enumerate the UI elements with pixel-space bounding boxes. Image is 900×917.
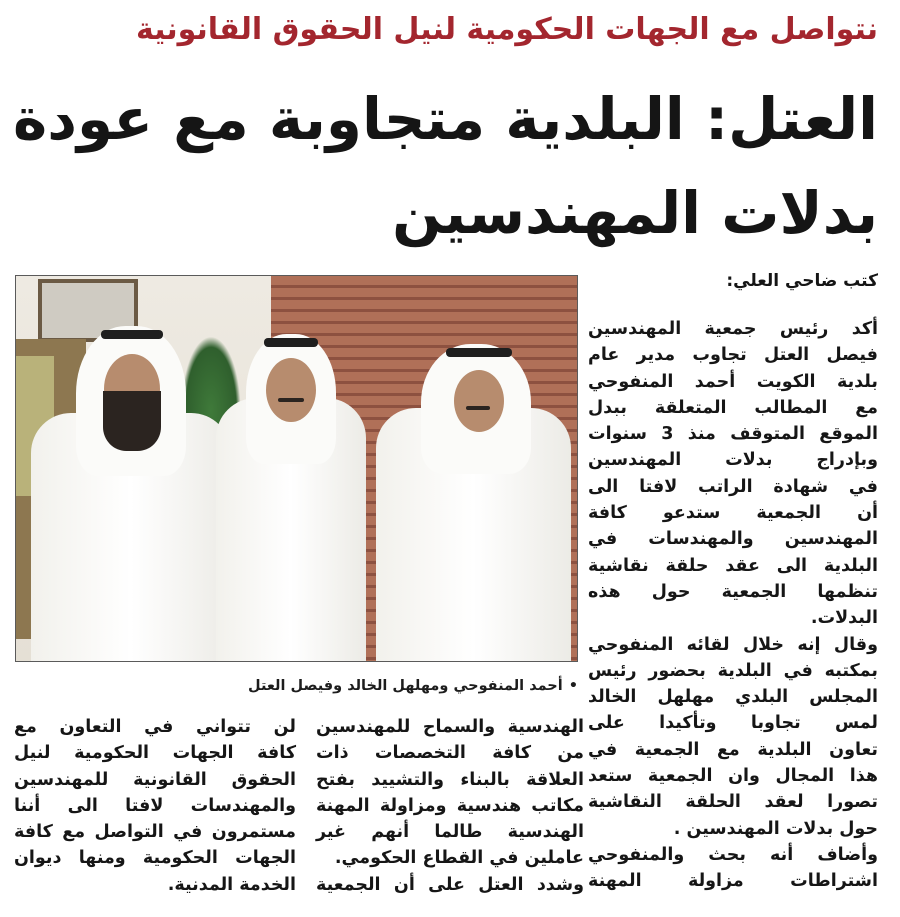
main-headline [8, 72, 878, 260]
text-line: أكد رئيس جمعية المهندسين [588, 319, 878, 339]
article-photo [15, 275, 578, 662]
text-line: المجلس البلدي مهلهل الخالد [588, 687, 878, 708]
text-line: الهندسية والسماح للمهندسين [316, 717, 584, 737]
caption-bullet-icon: • [568, 678, 578, 694]
text-line: اشتراطات مزاولة المهنة [588, 871, 878, 892]
text-line: حول بدلات المهندسين . [673, 818, 878, 839]
text-line: العلاقة بالبناء والتشييد بفتح [316, 769, 584, 790]
text-line: الخدمة المدنية. [167, 874, 296, 895]
text-line: المهندسين والمهندسات في [588, 529, 878, 550]
text-line: مكاتب هندسية ومزاولة المهنة [316, 795, 584, 816]
text-line: فيصل العتل تجاوب مدير عام [588, 345, 878, 366]
text-line: في شهادة الراتب لافتا الى [588, 476, 878, 497]
text-line: تعاون البلدية مع الجمعية في [588, 739, 878, 760]
text-line: أن الجمعية ستدعو كافة [588, 503, 878, 524]
text-line: وشدد العتل على أن الجمعية [316, 874, 584, 895]
article-column-left [14, 714, 296, 898]
text-line: وأضاف أنه بحث والمنفوحي [588, 844, 878, 865]
headline-line-1: العتل: البلدية متجاوبة مع عودة [13, 85, 878, 153]
text-line: البدلات. [810, 608, 878, 629]
text-line: كافة الجهات الحكومية لنيل [14, 743, 296, 764]
person-left [31, 316, 231, 662]
text-line: الحقوق القانونية للمهندسين [14, 769, 296, 790]
text-line: الهندسية طالما أنهم غير [316, 822, 584, 843]
person-middle [216, 326, 366, 662]
text-line: من كافة التخصصات ذات [316, 743, 584, 764]
text-line: مستمرون في التواصل مع كافة [14, 822, 296, 843]
kicker-headline: نتواصل مع الجهات الحكومية لنيل الحقوق القانونية [135, 12, 878, 47]
text-line: وبإدراج بدلات المهندسين [588, 450, 878, 471]
text-line: بلدية الكويت أحمد المنفوحي [588, 371, 878, 392]
text-line: الموقع المتوقف منذ 3 سنوات [588, 424, 878, 445]
text-line: والمهندسات لافتا الى أننا [14, 795, 296, 816]
text-line: البلدية الى عقد حلقة نقاشية [588, 555, 878, 576]
text-line: تنظمها الجمعية حول هذه [588, 581, 878, 602]
text-line: لمس تجاوبا وتأكيدا على [588, 713, 878, 734]
text-line: مع المطالب المتعلقة ببدل [588, 397, 878, 418]
text-line: لن تتواني في التعاون مع [14, 717, 296, 737]
text-line: الجهات الحكومية ومنها ديوان [14, 848, 296, 869]
byline: كتب ضاحي العلي: [726, 271, 878, 291]
text-line: عاملين في القطاع الحكومي. [334, 848, 584, 869]
caption-text: أحمد المنفوحي ومهلهل الخالد وفيصل العتل [248, 678, 563, 694]
text-line: وقال إنه خلال لقائه المنفوحي [588, 634, 878, 655]
text-line: بمكتبه في البلدية بحضور رئيس [588, 660, 878, 681]
photo-caption [18, 676, 578, 696]
text-line: هذا المجال وان الجمعية ستعد [588, 766, 878, 787]
headline-line-2: بدلات المهندسين [392, 179, 878, 247]
text-line: تصورا لعقد الحلقة النقاشية [588, 792, 878, 813]
article-column-middle [316, 714, 584, 898]
article-column-right [588, 316, 878, 895]
person-right [376, 336, 576, 662]
